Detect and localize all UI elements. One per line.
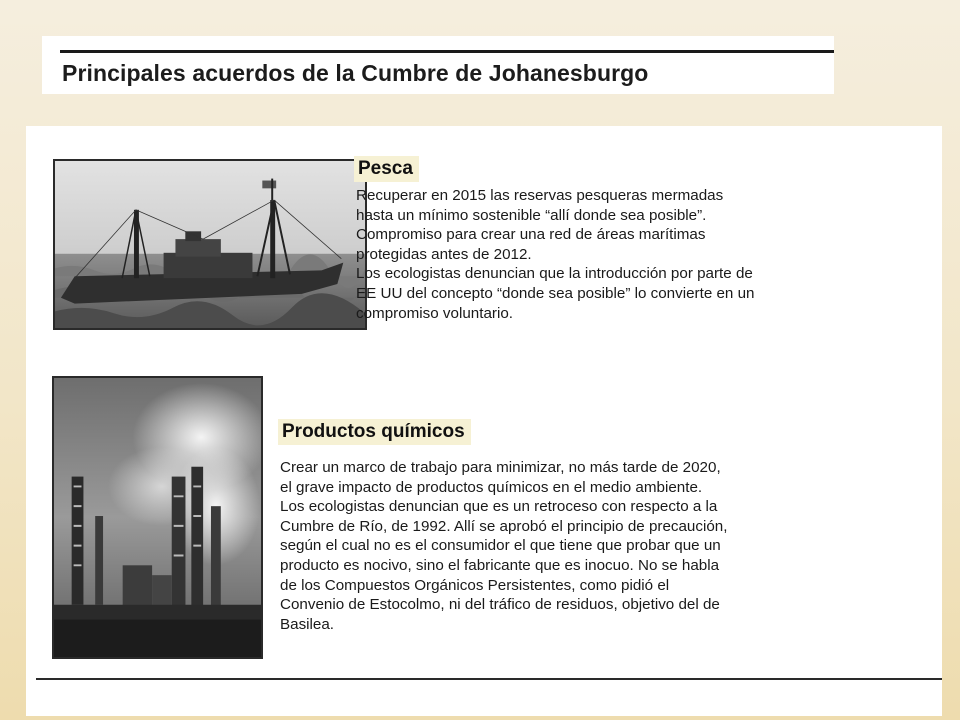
bottom-rule	[36, 678, 942, 680]
text-line: hasta un mínimo sostenible “allí donde sea posible”.	[356, 206, 707, 224]
title-rule	[60, 50, 834, 53]
text-line: el grave impacto de productos químicos en el medio ambiente.	[280, 478, 703, 496]
text-line: Los ecologistas denuncian que es un retroceso con respecto a la	[280, 498, 718, 516]
section-body-pesca	[356, 186, 755, 323]
page-title: Principales acuerdos de la Cumbre de Johanesburgo	[62, 60, 649, 86]
text-line: según el cual no es el consumidor el que tiene que probar que un	[280, 537, 721, 555]
text-line: protegidas antes de 2012.	[356, 245, 532, 263]
section-heading-quimicos: Productos químicos	[278, 419, 471, 445]
text-line: Convenio de Estocolmo, ni del tráfico de residuos, objetivo del de	[280, 596, 720, 614]
text-line: Compromiso para crear una red de áreas marítimas	[356, 226, 706, 244]
text-line: producto es nocivo, sino el fabricante que es inocuo. No se habla	[280, 556, 720, 574]
article-panel	[26, 126, 942, 716]
text-line: EE UU del concepto “donde sea posible” lo convierte en un	[356, 284, 755, 302]
section-heading-pesca: Pesca	[354, 156, 419, 182]
text-line: compromiso voluntario.	[356, 304, 513, 322]
text-line: Los ecologistas denuncian que la introducción por parte de	[356, 265, 753, 283]
text-line: Recuperar en 2015 las reservas pesqueras mermadas	[356, 187, 724, 204]
text-line: Cumbre de Río, de 1992. Allí se aprobó el principio de precaución,	[280, 517, 728, 535]
text-line: Crear un marco de trabajo para minimizar, no más tarde de 2020,	[280, 459, 721, 476]
section-body-quimicos	[280, 458, 727, 634]
text-line: de los Compuestos Orgánicos Persistentes, como pidió el	[280, 576, 670, 594]
text-line: Basilea.	[280, 615, 335, 633]
chemical-plant-photo	[52, 376, 263, 659]
title-banner	[42, 36, 834, 94]
fishing-boat-photo	[53, 159, 367, 330]
